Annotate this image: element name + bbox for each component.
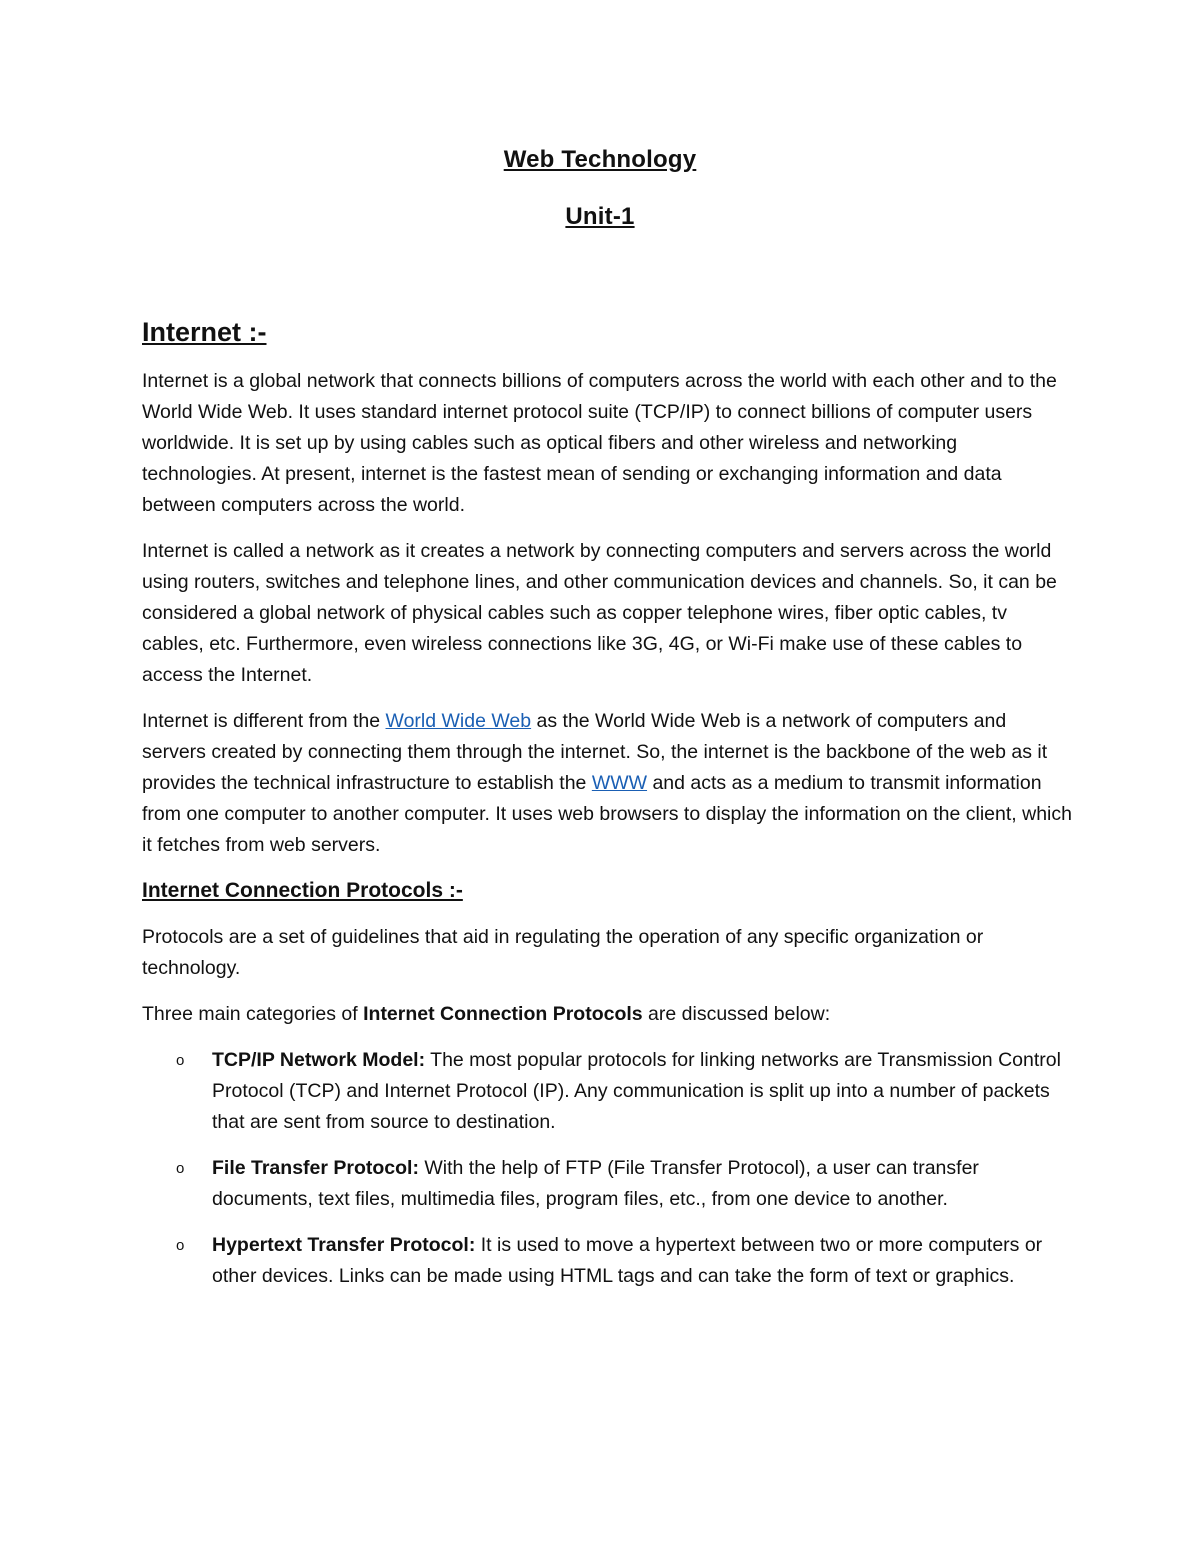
list-item-text: It is used to move a hypertext between two or more computers or other devices. Links can be made using HTML tags and can take the form of text or graphics. [212, 1234, 1043, 1287]
categories-text-after: are discussed below: [642, 1003, 831, 1025]
categories-text-bold: Internet Connection Protocols [363, 1003, 643, 1025]
list-item-term: File Transfer Protocol: [212, 1157, 419, 1179]
list-item-text: With the help of FTP (File Transfer Protocol), a user can transfer documents, text files, multimedia files, program files, etc., from one device to another. [212, 1157, 979, 1210]
internet-paragraph-1: Internet is a global network that connects billions of computers across the world with each other and to the World Wide Web. It uses standard internet protocol suite (TCP/IP) to connect billions of computer users worldwide. It is set up by using cables such as optical fibers and other wireless and networking technologies. At present, internet is the fastest mean of sending or exchanging information and data between computers across the world. [142, 370, 1057, 516]
list-item [142, 1153, 1072, 1215]
list-item [142, 1230, 1072, 1292]
world-wide-web-link[interactable]: World Wide Web [385, 710, 532, 732]
www-link[interactable]: WWW [591, 772, 648, 794]
paragraph-3-text-a: Internet is different from the [142, 710, 386, 732]
bullet-circle-icon: o [176, 1237, 185, 1254]
list-item-term: TCP/IP Network Model: [212, 1049, 426, 1071]
list-item [142, 1045, 1072, 1138]
protocols-categories-line [142, 999, 1072, 1030]
document-title: Web Technology [503, 146, 697, 173]
internet-paragraph-2: Internet is called a network as it creates a network by connecting computers and servers across the world using routers, switches and telephone lines, and other communication devices and channels. So, it can be considered a global network of physical cables such as copper telephone wires, fiber optic cables, tv cables, etc. Furthermore, even wireless connections like 3G, 4G, or Wi-Fi make use of these cables to access the Internet. [142, 540, 1057, 686]
list-item-text: The most popular protocols for linking networks are Transmission Control Protocol (TCP) and Internet Protocol (IP). Any communication is split up into a number of packets that are sent from source to destination. [212, 1049, 1061, 1133]
protocol-list [142, 1045, 1072, 1292]
protocols-intro: Protocols are a set of guidelines that aid in regulating the operation of any specific organization or technology. [142, 926, 984, 979]
internet-paragraph-3 [142, 706, 1072, 861]
protocols-heading: Internet Connection Protocols :- [142, 879, 463, 902]
paragraph-3-text-c: and acts as a medium to transmit information from one computer to another computer. It uses web browsers to display the information on the client, which it fetches from web servers. [142, 772, 1072, 856]
document-body [142, 316, 1072, 1307]
paragraph-3-text-b: as the World Wide Web is a network of computers and servers created by connecting them through the internet. So, the internet is the backbone of the web as it provides the technical infrastructure to establish the [142, 710, 1048, 794]
list-item-term: Hypertext Transfer Protocol: [212, 1234, 476, 1256]
unit-title: Unit-1 [565, 203, 635, 230]
bullet-circle-icon: o [176, 1052, 185, 1069]
internet-heading: Internet :- [142, 317, 267, 347]
bullet-circle-icon: o [176, 1160, 185, 1177]
categories-text-before: Three main categories of [142, 1003, 364, 1025]
